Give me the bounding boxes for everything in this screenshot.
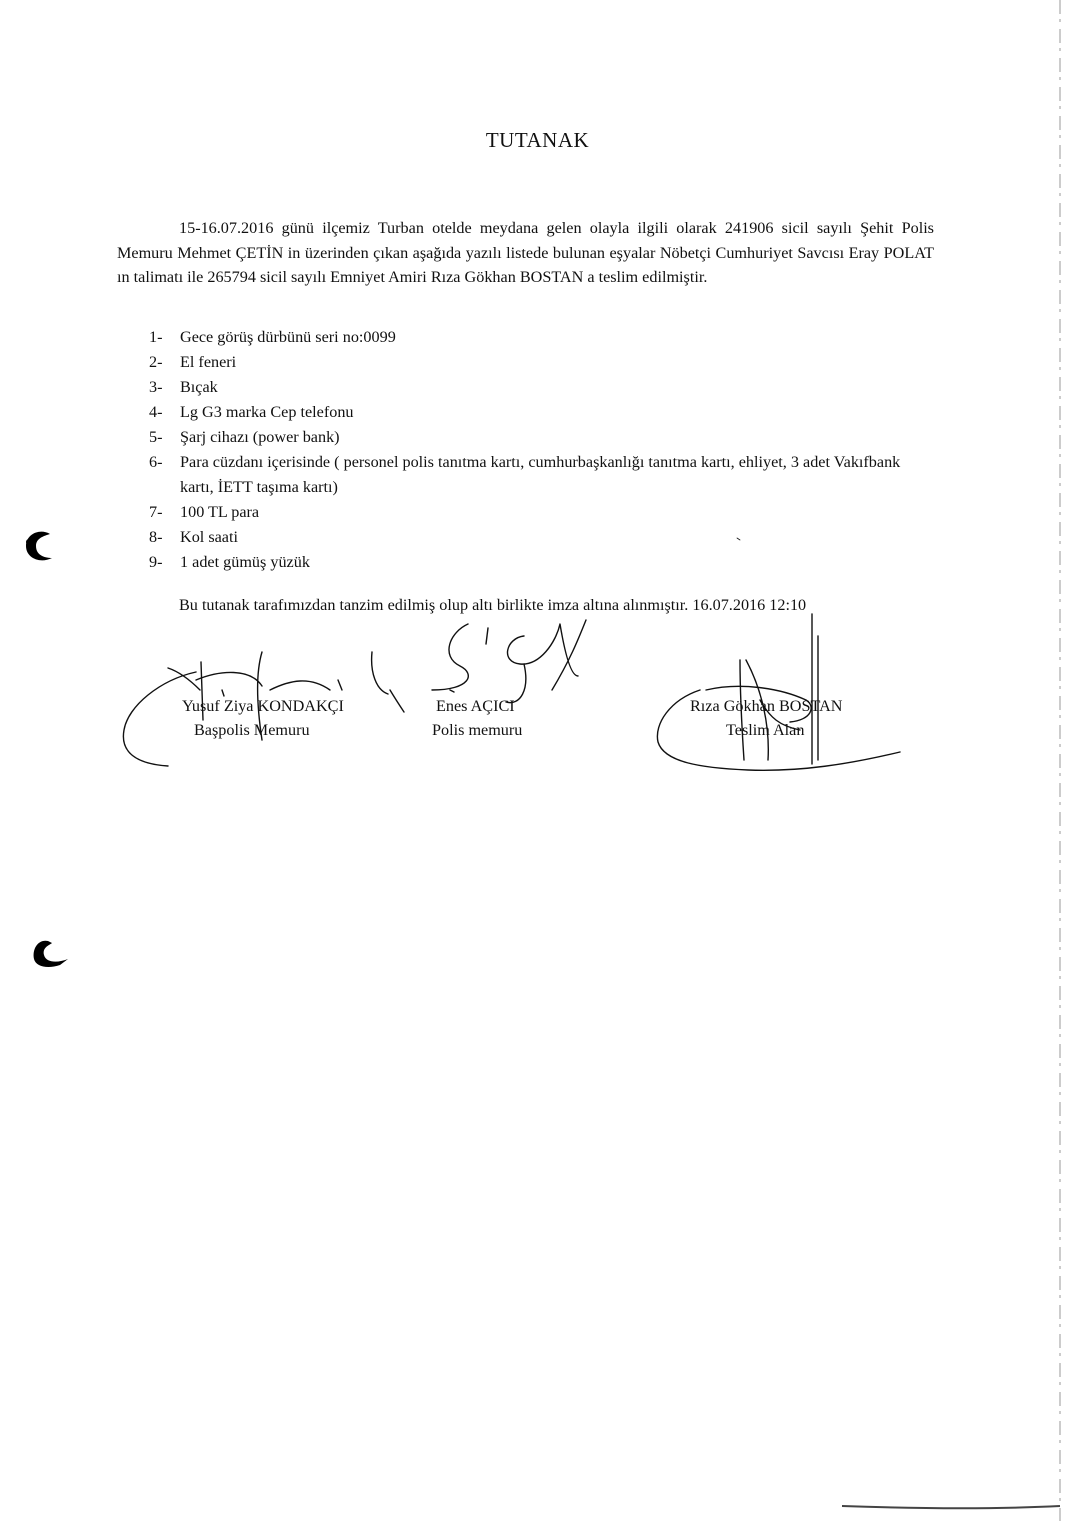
- closing-statement-text: Bu tutanak tarafımızdan tanzim edilmiş olup altı birlikte imza altına alınmıştır. 16.07.2016 12:10: [179, 596, 807, 614]
- signatory-name: Rıza Gökhan BOSTAN: [690, 697, 843, 715]
- list-item-text: Para cüzdanı içerisinde ( personel polis tanıtma kartı, cumhurbaşkanlığı tanıtma kartı, ehliyet, 3 adet Vakıfbank kartı, İETT taşıma kartı): [180, 453, 901, 496]
- signatory-role: Teslim Alan: [726, 721, 805, 739]
- list-item-number: 8-: [149, 528, 163, 546]
- signatory-name: Enes AÇICI: [436, 697, 515, 715]
- list-item-number: 1-: [149, 328, 163, 346]
- signatory-role: Başpolis Memuru: [194, 721, 310, 739]
- signatory-kondakci: [182, 694, 344, 742]
- list-item-number: 4-: [149, 403, 163, 421]
- list-item-text: Kol saati: [180, 528, 238, 546]
- signatory-acici: [432, 694, 522, 742]
- list-item-text: Gece görüş dürbünü seri no:0099: [180, 328, 396, 346]
- signature-acici: [432, 620, 586, 703]
- list-item-number: 7-: [149, 503, 163, 521]
- list-item-text: El feneri: [180, 353, 237, 371]
- signatory-bostan: [690, 694, 842, 742]
- list-item-number: 2-: [149, 353, 163, 371]
- signature-bostan: [657, 614, 900, 770]
- body-paragraph-text: 15-16.07.2016 günü ilçemiz Turban otelde meydana gelen olayla ilgili olarak 241906 sicil sayılı Şehit Polis Memuru Mehmet ÇETİN in üzerinden çıkan aşağıda yazılı listede bulunan eşyalar Nöbetçi Cumhuriyet Savcısı Eray POLAT ın talimatı ile 265794 sicil sayılı Emniyet Amiri Rıza Gökhan BOSTAN a teslim edilmiştir.: [117, 219, 934, 286]
- signatory-role: Polis memuru: [432, 721, 523, 739]
- list-item-number: 9-: [149, 553, 163, 571]
- list-item-text: Şarj cihazı (power bank): [180, 428, 340, 446]
- list-item-number: 5-: [149, 428, 163, 446]
- signatory-name: Yusuf Ziya KONDAKÇI: [182, 697, 344, 715]
- list-item-text: 1 adet gümüş yüzük: [180, 553, 310, 571]
- list-item-text: Lg G3 marka Cep telefonu: [180, 403, 354, 421]
- list-item-text: 100 TL para: [180, 503, 260, 521]
- list-item-number: 3-: [149, 378, 163, 396]
- list-item-text: Bıçak: [180, 378, 218, 396]
- document-title: TUTANAK: [485, 128, 590, 152]
- list-item-number: 6-: [149, 453, 163, 471]
